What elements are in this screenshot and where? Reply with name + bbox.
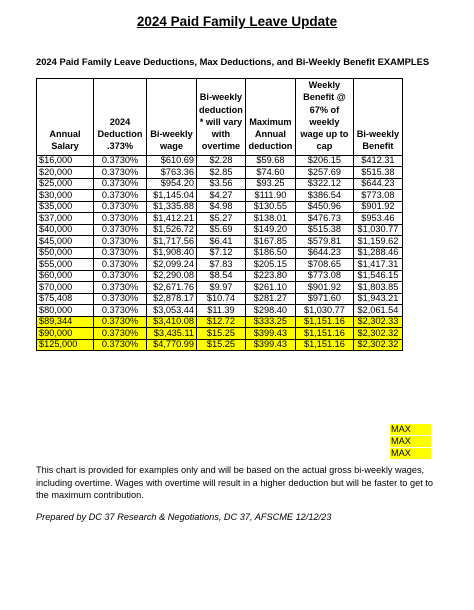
header-biweekly-benefit: Bi-weekly Benefit: [353, 79, 402, 156]
cell-annual-salary: $30,000: [37, 190, 94, 202]
cell-deduction-rate: 0.3730%: [94, 224, 147, 236]
max-tag: MAX: [390, 424, 431, 435]
cell-deduction-rate: 0.3730%: [94, 316, 147, 328]
cell-max-annual-deduction: $261.10: [245, 282, 295, 294]
cell-weekly-benefit: $476.73: [295, 213, 353, 225]
cell-deduction-rate: 0.3730%: [94, 339, 147, 351]
cell-biweekly-deduction: $7.83: [197, 259, 246, 271]
table-row: [37, 224, 403, 236]
cell-weekly-benefit: $901.92: [295, 282, 353, 294]
cell-deduction-rate: 0.3730%: [94, 190, 147, 202]
cell-deduction-rate: 0.3730%: [94, 178, 147, 190]
cell-deduction-rate: 0.3730%: [94, 213, 147, 225]
cell-biweekly-wage: $954.20: [147, 178, 197, 190]
cell-biweekly-benefit: $1,030.77: [353, 224, 402, 236]
cell-biweekly-wage: $3,410.08: [147, 316, 197, 328]
table-row: [37, 259, 403, 271]
max-tag: MAX: [390, 448, 431, 459]
cell-biweekly-benefit: $1,943.21: [353, 293, 402, 305]
header-max-annual-deduction: Maximum Annual deduction: [245, 79, 295, 156]
cell-max-annual-deduction: $205.15: [245, 259, 295, 271]
cell-annual-salary: $90,000: [37, 328, 94, 340]
table-row: [37, 155, 403, 167]
cell-annual-salary: $60,000: [37, 270, 94, 282]
cell-biweekly-benefit: $1,288.46: [353, 247, 402, 259]
table-row: [37, 178, 403, 190]
cell-annual-salary: $20,000: [37, 167, 94, 179]
cell-biweekly-deduction: $4.98: [197, 201, 246, 213]
cell-biweekly-benefit: $644.23: [353, 178, 402, 190]
table-row: [37, 305, 403, 317]
cell-annual-salary: $45,000: [37, 236, 94, 248]
table-row: [37, 247, 403, 259]
cell-biweekly-wage: $2,878.17: [147, 293, 197, 305]
cell-biweekly-deduction: $12.72: [197, 316, 246, 328]
table-header-row: [37, 79, 403, 156]
cell-biweekly-benefit: $1,159.62: [353, 236, 402, 248]
prepared-by-line: Prepared by DC 37 Research & Negotiations, DC 37, AFSCME 12/12/23: [36, 512, 332, 522]
cell-weekly-benefit: $1,151.16: [295, 316, 353, 328]
cell-deduction-rate: 0.3730%: [94, 167, 147, 179]
cell-annual-salary: $75,408: [37, 293, 94, 305]
cell-biweekly-deduction: $6.41: [197, 236, 246, 248]
cell-biweekly-benefit: $2,302.33: [353, 316, 402, 328]
cell-deduction-rate: 0.3730%: [94, 259, 147, 271]
cell-biweekly-deduction: $7.12: [197, 247, 246, 259]
cell-biweekly-deduction: $5.27: [197, 213, 246, 225]
cell-biweekly-benefit: $2,302.32: [353, 339, 402, 351]
max-tag: MAX: [390, 436, 431, 447]
cell-biweekly-deduction: $5.69: [197, 224, 246, 236]
cell-max-annual-deduction: $59.68: [245, 155, 295, 167]
table-row: [37, 270, 403, 282]
cell-annual-salary: $37,000: [37, 213, 94, 225]
table-row-max: [37, 316, 403, 328]
cell-biweekly-wage: $1,145.04: [147, 190, 197, 202]
table-row: [37, 293, 403, 305]
cell-annual-salary: $55,000: [37, 259, 94, 271]
cell-biweekly-wage: $2,671.76: [147, 282, 197, 294]
cell-max-annual-deduction: $74.60: [245, 167, 295, 179]
cell-biweekly-deduction: $15.25: [197, 339, 246, 351]
cell-weekly-benefit: $450.96: [295, 201, 353, 213]
header-deduction-rate: 2024 Deduction .373%: [94, 79, 147, 156]
table-row: [37, 167, 403, 179]
cell-weekly-benefit: $1,151.16: [295, 328, 353, 340]
cell-weekly-benefit: $386.54: [295, 190, 353, 202]
cell-weekly-benefit: $322.12: [295, 178, 353, 190]
cell-weekly-benefit: $773.08: [295, 270, 353, 282]
cell-biweekly-wage: $1,908.40: [147, 247, 197, 259]
cell-biweekly-wage: $2,099.24: [147, 259, 197, 271]
cell-deduction-rate: 0.3730%: [94, 201, 147, 213]
cell-biweekly-wage: $1,412.21: [147, 213, 197, 225]
cell-annual-salary: $89,344: [37, 316, 94, 328]
cell-weekly-benefit: $1,151.16: [295, 339, 353, 351]
cell-biweekly-wage: $1,335.88: [147, 201, 197, 213]
cell-biweekly-benefit: $1,417.31: [353, 259, 402, 271]
cell-weekly-benefit: $579.81: [295, 236, 353, 248]
cell-biweekly-deduction: $10.74: [197, 293, 246, 305]
document-title: 2024 Paid Family Leave Update: [136, 14, 338, 29]
cell-annual-salary: $25,000: [37, 178, 94, 190]
cell-biweekly-deduction: $8.54: [197, 270, 246, 282]
cell-biweekly-wage: $3,053.44: [147, 305, 197, 317]
cell-biweekly-wage: $4,770.99: [147, 339, 197, 351]
cell-max-annual-deduction: $149.20: [245, 224, 295, 236]
benefit-table: [36, 78, 403, 351]
header-biweekly-deduction: Bi-weekly deduction * will vary with overtime: [197, 79, 246, 156]
cell-biweekly-deduction: $11.39: [197, 305, 246, 317]
cell-max-annual-deduction: $138.01: [245, 213, 295, 225]
table-row: [37, 213, 403, 225]
cell-deduction-rate: 0.3730%: [94, 305, 147, 317]
disclaimer-note: This chart is provided for examples only and will be based on the actual gross bi-weekly wages, including overtime. Wages with overtime will result in a higher deduction but will be faster to get to the maximum contribution.: [36, 465, 433, 501]
cell-weekly-benefit: $971.60: [295, 293, 353, 305]
cell-max-annual-deduction: $167.85: [245, 236, 295, 248]
cell-weekly-benefit: $1,030.77: [295, 305, 353, 317]
cell-biweekly-benefit: $953.46: [353, 213, 402, 225]
table-row: [37, 190, 403, 202]
cell-max-annual-deduction: $298.40: [245, 305, 295, 317]
table-caption: 2024 Paid Family Leave Deductions, Max Deductions, and Bi-Weekly Benefit EXAMPLES: [36, 56, 430, 67]
cell-max-annual-deduction: $186.50: [245, 247, 295, 259]
cell-deduction-rate: 0.3730%: [94, 328, 147, 340]
cell-max-annual-deduction: $223.80: [245, 270, 295, 282]
cell-weekly-benefit: $515.38: [295, 224, 353, 236]
cell-deduction-rate: 0.3730%: [94, 247, 147, 259]
cell-annual-salary: $80,000: [37, 305, 94, 317]
cell-weekly-benefit: $257.69: [295, 167, 353, 179]
cell-deduction-rate: 0.3730%: [94, 236, 147, 248]
cell-biweekly-benefit: $515.38: [353, 167, 402, 179]
cell-annual-salary: $40,000: [37, 224, 94, 236]
cell-biweekly-benefit: $773.08: [353, 190, 402, 202]
cell-biweekly-wage: $1,526.72: [147, 224, 197, 236]
cell-annual-salary: $16,000: [37, 155, 94, 167]
cell-max-annual-deduction: $130.55: [245, 201, 295, 213]
header-weekly-benefit: Weekly Benefit @ 67% of weekly wage up to cap: [295, 79, 353, 156]
cell-biweekly-benefit: $1,803.85: [353, 282, 402, 294]
cell-max-annual-deduction: $111.90: [245, 190, 295, 202]
cell-max-annual-deduction: $399.43: [245, 339, 295, 351]
cell-biweekly-wage: $3,435.11: [147, 328, 197, 340]
cell-max-annual-deduction: $281.27: [245, 293, 295, 305]
cell-annual-salary: $125,000: [37, 339, 94, 351]
cell-biweekly-wage: $2,290.08: [147, 270, 197, 282]
cell-biweekly-benefit: $2,302.32: [353, 328, 402, 340]
cell-max-annual-deduction: $93.25: [245, 178, 295, 190]
cell-biweekly-benefit: $1,546.15: [353, 270, 402, 282]
table-row-max: [37, 328, 403, 340]
cell-annual-salary: $70,000: [37, 282, 94, 294]
cell-biweekly-benefit: $412.31: [353, 155, 402, 167]
cell-biweekly-wage: $1,717.56: [147, 236, 197, 248]
cell-deduction-rate: 0.3730%: [94, 155, 147, 167]
cell-annual-salary: $50,000: [37, 247, 94, 259]
cell-biweekly-deduction: $3.56: [197, 178, 246, 190]
cell-deduction-rate: 0.3730%: [94, 270, 147, 282]
cell-max-annual-deduction: $333.25: [245, 316, 295, 328]
cell-weekly-benefit: $708.65: [295, 259, 353, 271]
cell-annual-salary: $35,000: [37, 201, 94, 213]
cell-biweekly-benefit: $2,061.54: [353, 305, 402, 317]
cell-weekly-benefit: $644.23: [295, 247, 353, 259]
cell-biweekly-deduction: $9.97: [197, 282, 246, 294]
table-row-max: [37, 339, 403, 351]
header-biweekly-wage: Bi-weekly wage: [147, 79, 197, 156]
cell-biweekly-deduction: $2.85: [197, 167, 246, 179]
cell-deduction-rate: 0.3730%: [94, 293, 147, 305]
table-row: [37, 201, 403, 213]
cell-biweekly-deduction: $2.28: [197, 155, 246, 167]
cell-biweekly-deduction: $4.27: [197, 190, 246, 202]
cell-biweekly-deduction: $15.25: [197, 328, 246, 340]
table-row: [37, 282, 403, 294]
cell-weekly-benefit: $206.15: [295, 155, 353, 167]
cell-biweekly-benefit: $901.92: [353, 201, 402, 213]
cell-deduction-rate: 0.3730%: [94, 282, 147, 294]
cell-max-annual-deduction: $399.43: [245, 328, 295, 340]
table-row: [37, 236, 403, 248]
header-annual-salary: Annual Salary: [37, 79, 94, 156]
cell-biweekly-wage: $610.69: [147, 155, 197, 167]
cell-biweekly-wage: $763.36: [147, 167, 197, 179]
